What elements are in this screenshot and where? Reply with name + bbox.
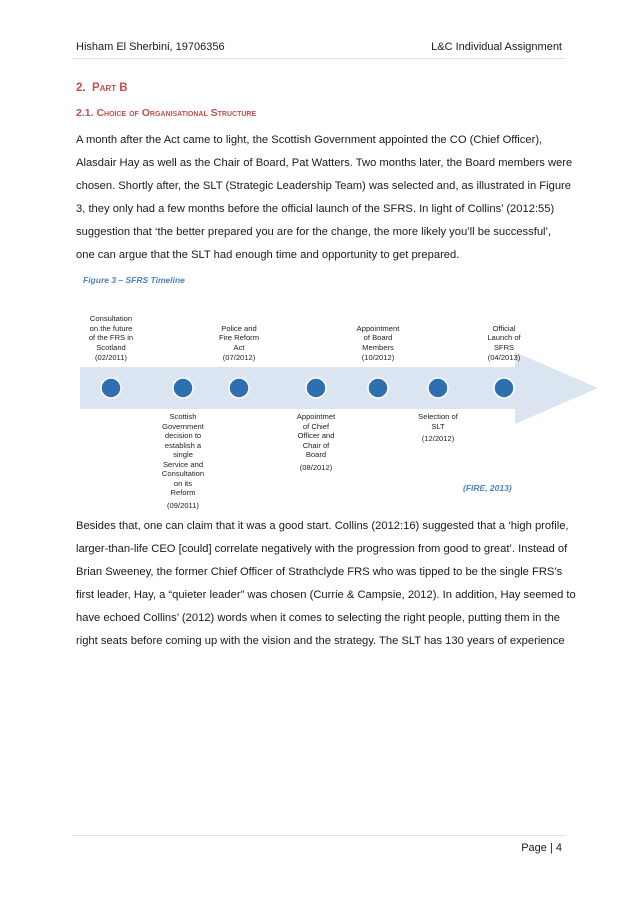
paragraph-line: Besides that, one can claim that it was a good start. Collins (2012:16) suggested that a ‘high profile, (76, 520, 569, 532)
timeline-dot (101, 378, 121, 398)
timeline-label-line: Appointment (356, 323, 400, 333)
timeline-label-line: Scottish (169, 412, 197, 421)
paragraph-line: Brian Sweeney, the former Chief Officer of Strathclyde FRS who was tipped to be the single FRS’s (76, 566, 563, 578)
paragraph-line: first leader, Hay, a “quieter leader” was chosen (Currie & Campsie, 2012). In addition, Hay seemed to (76, 589, 576, 601)
timeline-label-line: establish a (164, 440, 202, 450)
timeline-event-label (71, 314, 151, 352)
figure-caption: Figure 3 – SFRS Timeline (83, 275, 185, 285)
timeline-event-date: (02/2011) (95, 353, 127, 362)
timeline-label-line: decision to (164, 431, 202, 440)
paragraph-line: 3, they only had a few months before the official launch of the SFRS. In light of Collins’ (2012:55) (76, 203, 555, 215)
timeline-label-line: single (173, 450, 193, 459)
timeline-label-line: SFRS (493, 342, 515, 352)
timeline-event-label (464, 324, 544, 353)
timeline-dot (229, 378, 249, 398)
subsection-heading (76, 107, 256, 119)
timeline-event-date: (12/2012) (421, 434, 455, 443)
timeline-label-line: Board (305, 450, 327, 459)
timeline-label-line: Selection of (418, 412, 458, 421)
figure-source: (FIRE, 2013) (463, 483, 512, 493)
paragraph-line: A month after the Act came to light, the Scottish Government appointed the CO (Chief Officer), (76, 134, 543, 146)
header-author: Hisham El Sherbini, 19706356 (76, 41, 225, 53)
timeline-label-line: Fire Reform (218, 333, 260, 342)
section-number: 2. (76, 82, 86, 94)
timeline-label-line: Government (162, 421, 204, 431)
header-rule (72, 58, 566, 59)
paragraph-line: one can argue that the SLT had enough time and opportunity to get prepared. (76, 249, 460, 261)
timeline-label-line: Launch of (487, 333, 521, 342)
timeline-label-line: Chair of (302, 440, 330, 450)
timeline-figure (70, 300, 600, 520)
timeline-event-label (338, 324, 418, 353)
timeline-label-line: on its (173, 478, 193, 488)
paragraph-2 (76, 515, 576, 653)
footer-rule (72, 835, 566, 836)
paragraph-line: have echoed Collins’ (2012) words when it comes to selecting the right people, putting them in the (76, 612, 561, 624)
paragraph-line: suggestion that ‘the better prepared you are for the change, the more likely you’ll be successful’, (76, 226, 552, 238)
timeline-label-line: Scotland (96, 342, 126, 352)
timeline-label-line: Official (492, 323, 516, 333)
timeline-event-label (199, 324, 279, 353)
timeline-event-date: (09/2011) (167, 500, 199, 510)
timeline-label-line: of the FRS in (88, 333, 134, 342)
timeline-event-date: (04/2013) (487, 353, 521, 362)
timeline-dot (428, 378, 448, 398)
timeline-label-line: Members (362, 342, 394, 352)
timeline-dot (368, 378, 388, 398)
section-heading (76, 82, 128, 94)
timeline-event-date: (08/2012) (299, 462, 333, 472)
timeline-label-line: Police and (221, 323, 257, 333)
timeline-event-label (398, 412, 478, 431)
paragraph-line: Alasdair Hay as well as the Chair of Board, Pat Watters. Two months later, the Board members were (76, 157, 573, 169)
timeline-label-line: Reform (170, 488, 196, 497)
timeline-event-label (143, 412, 223, 498)
page-number: Page | 4 (521, 842, 562, 854)
timeline-label-line: Consultation (89, 314, 133, 323)
paragraph-1 (76, 129, 573, 267)
timeline-label-line: on the future (89, 323, 133, 333)
timeline-label-line: Consultation (161, 469, 205, 478)
timeline-dot (173, 378, 193, 398)
timeline-label-line: Appointmet (296, 412, 336, 421)
timeline-label-line: Service and (162, 459, 204, 469)
timeline-event-date: (10/2012) (361, 353, 395, 362)
paragraph-line: right seats before coming up with the vision and the strategy. The SLT has 130 years of experience (76, 635, 565, 647)
section-title: Part B (91, 82, 128, 94)
timeline-dot (494, 378, 514, 398)
timeline-dot (306, 378, 326, 398)
timeline-label-line: Officer and (297, 431, 335, 440)
paragraph-line: chosen. Shortly after, the SLT (Strategic Leadership Team) was selected and, as illustrated in Figure (76, 180, 571, 192)
subsection-number: 2.1. (76, 107, 94, 119)
timeline-event-label (276, 412, 356, 460)
subsection-title: Choice of Organisational Structure (96, 107, 257, 119)
timeline-label-line: Act (233, 342, 245, 352)
timeline-label-line: SLT (431, 421, 445, 431)
paragraph-line: larger-than-life CEO [could] correlate negatively with the progression from good to great’. Instead of (76, 543, 568, 555)
timeline-label-line: of Board (363, 333, 393, 342)
timeline-label-line: of Chief (302, 421, 330, 431)
header-doc-title: L&C Individual Assignment (431, 41, 562, 53)
timeline-event-date: (07/2012) (222, 353, 256, 362)
